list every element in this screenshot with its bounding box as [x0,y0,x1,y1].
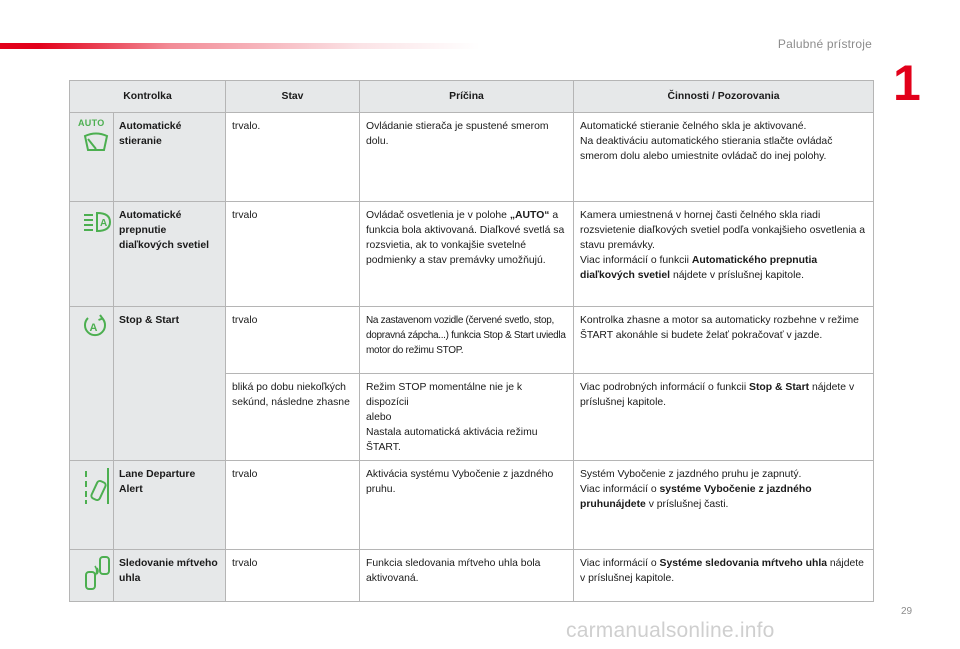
state-cell: trvalo [226,307,360,374]
column-header-stav: Stav [226,81,360,113]
action-text-continued: nájdete v príslušnej kapitole. [580,382,855,408]
icon-cell [70,202,114,307]
action-text: Viac podrobných informácií o funkcii [580,382,750,393]
cause-cell: Ovládanie stierača je spustené smerom dolu. [360,113,574,202]
lane-departure-icon [83,467,111,505]
action-cell [574,550,874,602]
cause-text-continued: a funkcia bola aktivovaná. Diaľkové svetlá sa rozsvietia, ak to vonkajšie svetelné podmienky a stav premávky umožňujú. [366,210,565,266]
state-cell: trvalo [226,550,360,602]
auto-wiper-icon-label: AUTO [78,118,105,128]
svg-text:A: A [89,322,98,334]
action-cell [574,461,874,550]
header-gradient-bar [0,43,480,49]
action-text-continued: nájdete v príslušnej kapitole. [670,270,805,281]
state-cell: trvalo [226,461,360,550]
indicator-name: Automatické prepnutie diaľkových svetiel [114,202,226,307]
table-row [70,461,874,550]
cause-cell: Režim STOP momentálne nie je k dispozícii alebo Nastala automatická aktivácia režimu ŠTART. [360,374,574,461]
action-bold-text: Automatického prepnutia diaľkových svetiel [580,255,818,281]
indicator-name: Stop & Start [114,307,226,461]
action-text-continued: nájdete v príslušnej kapitole. [580,558,864,584]
state-cell: trvalo [226,202,360,307]
table-row [70,113,874,202]
action-cell [574,374,874,461]
chapter-number: 1 [893,55,921,111]
table-row [70,307,874,374]
state-cell: trvalo. [226,113,360,202]
action-text: Systém Vybočenie z jazdného pruhu je zapnutý. Viac informácií o [580,469,802,495]
action-cell: Kontrolka zhasne a motor sa automaticky rozbehne v režime ŠTART akonáhle si budete želať pokračovať v jazde. [574,307,874,374]
icon-cell [70,461,114,550]
action-text: Viac informácií o [580,558,660,569]
warning-lights-table [69,80,874,602]
indicator-name: Lane Departure Alert [114,461,226,550]
action-cell [574,202,874,307]
icon-cell [70,550,114,602]
icon-cell [70,307,114,461]
auto-wiper-icon [83,131,109,153]
table-row [70,550,874,602]
action-bold-text: systéme Vybočenie z jazdného pruhunájdete [580,484,812,510]
indicator-name: Automatické stieranie [114,113,226,202]
icon-cell [70,113,114,202]
cause-cell: Na zastavenom vozidle (červené svetlo, stop, dopravná zápcha...) funkcia Stop & Start uviedla motor do režimu STOP. [360,307,574,374]
stop-start-icon [83,314,107,338]
table-row [70,202,874,307]
action-bold-text: Systéme sledovania mŕtveho uhla [659,558,827,569]
column-header-kontrolka: Kontrolka [70,81,226,113]
page-number: 29 [901,606,913,617]
cause-cell [360,202,574,307]
table-header-row [70,81,874,113]
watermark: carmanualsonline.info [566,619,775,642]
column-header-pricina: Príčina [360,81,574,113]
blind-spot-icon [83,555,113,591]
cause-cell: Funkcia sledovania mŕtveho uhla bola aktivovaná. [360,550,574,602]
action-cell: Automatické stieranie čelného skla je aktivované. Na deaktiváciu automatického stierania stlačte ovládač smerom dolu alebo umiestnite ovládač do inej polohy. [574,113,874,202]
cause-bold-text: „AUTO“ [509,210,550,221]
section-title: Palubné prístroje [777,37,872,51]
action-text: Kamera umiestnená v hornej časti čelného skla riadi rozsvietenie diaľkových svetiel podľa vonkajšieho osvetlenia a stavu premávky. Viac informácií o funkcii [580,210,866,266]
svg-text:A: A [100,218,108,229]
auto-high-beam-icon [83,211,111,233]
cause-text: Ovládač osvetlenia je v polohe [366,210,510,221]
action-bold-text: Stop & Start [749,382,810,393]
cause-cell: Aktivácia systému Vybočenie z jazdného pruhu. [360,461,574,550]
action-text-continued: v príslušnej časti. [645,499,729,510]
state-cell: bliká po dobu niekoľkých sekúnd, následne zhasne [226,374,360,461]
indicator-name: Sledovanie mŕtveho uhla [114,550,226,602]
column-header-cinnosti: Činnosti / Pozorovania [574,81,874,113]
